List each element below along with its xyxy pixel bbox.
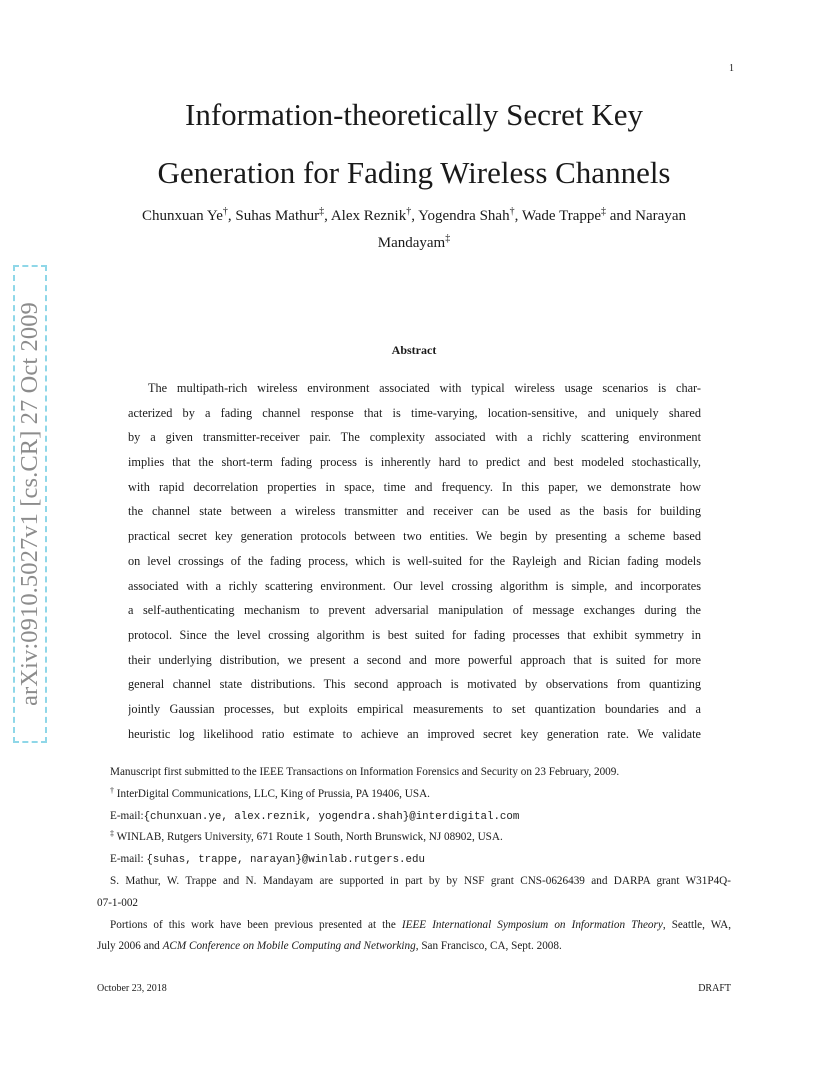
- affiliation-mark: †: [110, 785, 114, 795]
- author-name: Chunxuan Ye: [142, 208, 223, 224]
- author-line-2: [100, 230, 728, 257]
- venue-mobicom: ACM Conference on Mobile Computing and Networking: [162, 940, 416, 953]
- footer-draft-label: DRAFT: [698, 983, 731, 994]
- footer-date: October 23, 2018: [97, 983, 167, 994]
- affiliation-mark: †: [406, 206, 412, 217]
- arxiv-identifier: arXiv:0910.5027v1 [cs.CR] 27 Oct 2009: [16, 302, 43, 706]
- affiliation-text: WINLAB, Rutgers University, 671 Route 1 South, North Brunswick, NJ 08902, USA.: [116, 831, 503, 844]
- affiliation-text: InterDigital Communications, LLC, King of Prussia, PA 19406, USA.: [116, 787, 430, 800]
- portions-text: , San Francisco, CA, Sept. 2008.: [415, 940, 562, 953]
- abstract-line: jointly Gaussian processes, but exploits empirical measurements to set quantization boundaries and a: [128, 701, 701, 716]
- abstract-line: the channel state between a wireless transmitter and receiver can be used as the basis for building: [128, 504, 701, 519]
- footnote-interdigital: [97, 784, 731, 806]
- affiliation-mark: ‡: [110, 829, 114, 839]
- portions-text: , Seattle, WA,: [662, 918, 732, 931]
- footnote-portions-line-1: [97, 915, 731, 937]
- author-list: [100, 203, 728, 257]
- abstract-line: implies that the short-term fading process is inherently hard to predict and best modeled stochastically,: [128, 455, 701, 470]
- email-label: E-mail:: [110, 853, 147, 866]
- author-line-1: Chunxuan Ye†, Suhas Mathur‡, Alex Reznik†, Yogendra Shah†, Wade Trappe‡ and Narayan: [142, 206, 686, 224]
- footnote-support-line-1: S. Mathur, W. Trappe and N. Mandayam are supported in part by by NSF grant CNS-0626439 and DARPA grant W31P4Q-: [110, 874, 731, 887]
- author-name: Wade Trappe: [521, 208, 602, 224]
- author-name: Suhas Mathur: [235, 208, 320, 224]
- email-address: {suhas, trappe, narayan}@winlab.rutgers.edu: [146, 854, 425, 867]
- portions-text: Portions of this work have been previous presented at the: [110, 918, 402, 931]
- paper-title: [60, 86, 768, 202]
- abstract-line: The multipath-rich wireless environment associated with typical wireless usage scenarios is char-: [148, 381, 701, 395]
- abstract-line: practical secret key generation protocols between two entities. We begin by presenting a scheme based: [128, 529, 701, 544]
- footnote-winlab: [97, 827, 731, 849]
- affiliation-mark: ‡: [319, 206, 325, 217]
- abstract-heading: Abstract: [391, 343, 437, 357]
- abstract-line: on level crossings of the fading process, which is well-suited for the Rayleigh and Rician fading models: [128, 553, 701, 568]
- abstract-line: acterized by a fading channel response that is time-varying, location-sensitive, and uniquely shared: [128, 405, 701, 420]
- abstract-line: associated with a richly scattering environment. Our level crossing algorithm is simple, and incorporates: [128, 578, 701, 593]
- abstract-line: protocol. Since the level crossing algorithm is best suited for fading processes that exhibit symmetry in: [128, 627, 701, 642]
- abstract-body: [128, 376, 701, 746]
- author-name: Alex Reznik: [330, 208, 407, 224]
- title-line-2: Generation for Fading Wireless Channels: [157, 155, 671, 190]
- affiliation-mark: ‡: [445, 233, 451, 244]
- abstract-line: general channel state distributions. This second approach is motivated by observations from quantizing: [128, 677, 701, 692]
- affiliation-mark: †: [222, 206, 228, 217]
- email-address: {chunxuan.ye, alex.reznik, yogendra.shah}@interdigital.com: [143, 810, 520, 823]
- author-name: Mandayam: [377, 235, 446, 251]
- title-line-1: Information-theoretically Secret Key: [185, 97, 643, 132]
- abstract-line: their underlying distribution, we present a second and more powerful approach that is suited for more: [128, 652, 701, 667]
- affiliation-mark: ‡: [601, 206, 607, 217]
- author-name: Yogendra Shah: [418, 208, 510, 224]
- footnote-email-winlab: [97, 849, 731, 871]
- arxiv-stamp: [13, 265, 47, 743]
- footnotes: [97, 762, 731, 958]
- venue-isit: IEEE International Symposium on Information Theory: [401, 918, 663, 931]
- footnote-portions-line-2: [97, 936, 731, 958]
- affiliation-mark: †: [509, 206, 515, 217]
- author-name: and Narayan: [609, 208, 686, 224]
- portions-text: July 2006 and: [97, 940, 163, 953]
- footnote-email-interdigital: [97, 806, 731, 828]
- abstract-line: heuristic log likelihood ratio estimate to achieve an improved secret key generation rate. We validate: [128, 726, 701, 741]
- email-label: E-mail:: [110, 809, 144, 822]
- footnote-manuscript: Manuscript first submitted to the IEEE Transactions on Information Forensics and Security on 23 February, 2009.: [110, 766, 620, 778]
- abstract-line: a self-authenticating mechanism to prevent adversarial manipulation of message exchanges during the: [128, 603, 701, 618]
- page-number: 1: [729, 63, 734, 74]
- abstract-line: by a given transmitter-receiver pair. The complexity associated with a richly scattering environment: [128, 430, 701, 445]
- footnote-support-line-2: 07-1-002: [97, 896, 139, 909]
- abstract-line: with rapid decorrelation properties in space, time and frequency. In this paper, we demonstrate how: [128, 479, 701, 494]
